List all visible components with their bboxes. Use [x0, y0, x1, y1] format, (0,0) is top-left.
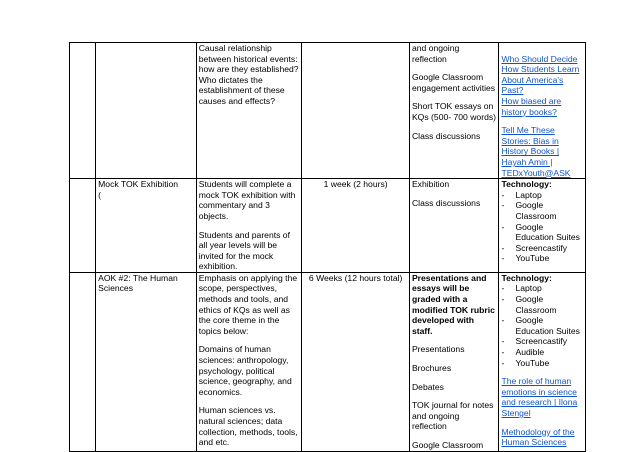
resources-cell	[499, 179, 586, 273]
cell-text: Human sciences vs. natural sciences; data collection, methods, tools, and etc.	[198, 405, 298, 448]
cell-text: Presentations	[411, 344, 465, 355]
unit-cell	[96, 179, 197, 273]
cell-text: Google Classroom	[411, 440, 484, 450]
strategies-cell	[409, 272, 499, 451]
cell-text: Debates	[411, 381, 444, 392]
resource-link[interactable]: Tell Me These Stories: Bias in History Books | Hayah Amin | TEDxYouth@ASK	[501, 125, 571, 178]
cell-text: and ongoing reflection	[411, 43, 460, 64]
list-item: - YouTube	[501, 358, 583, 369]
list-item: - Laptop	[501, 190, 583, 201]
list-item: - Google Classroom	[501, 200, 583, 221]
duration-text: 1 week (2 hours)	[323, 179, 388, 190]
table-row	[70, 272, 586, 451]
cell-text: Google Classroom engagement activities	[411, 72, 496, 93]
duration-cell	[302, 43, 410, 179]
list-item: - Google Education Suites	[501, 315, 583, 336]
strategies-cell	[409, 179, 499, 273]
curriculum-table	[69, 42, 586, 452]
list-item: - Audible	[501, 347, 583, 358]
cell-text: TOK journal for notes and ongoing reflection	[411, 400, 494, 432]
list-item: - Google Classroom	[501, 294, 583, 315]
blank-cell	[70, 272, 96, 451]
unit-title: Mock TOK Exhibition (	[98, 179, 179, 200]
cell-text: Short TOK essays on KQs (500- 700 words)	[411, 101, 497, 122]
list-item: - YouTube	[501, 253, 583, 264]
resource-link[interactable]: How biased are history books?	[501, 95, 562, 117]
blank-cell	[70, 179, 96, 273]
list-item: - Screencastify	[501, 243, 583, 254]
resource-link[interactable]: Who Should Decide How Students Learn About America's Past?	[501, 53, 580, 96]
technology-heading: Technology:	[501, 179, 552, 190]
resource-link[interactable]: The role of human emotions in science and research | Ilona Stengel	[501, 376, 578, 418]
cell-text: Students will complete a mock TOK exhibition with commentary and 3 objects.	[198, 179, 296, 221]
duration-text: 6 Weeks (12 hours total)	[308, 272, 403, 283]
blank-cell	[70, 43, 96, 179]
unit-title: AOK #2: The Human Sciences	[98, 272, 178, 294]
list-item: - Google Education Suites	[501, 222, 583, 243]
strategies-cell	[409, 43, 499, 179]
resources-cell	[499, 43, 586, 179]
cell-text: Class discussions	[411, 130, 481, 141]
cell-text: Class discussions	[411, 197, 481, 208]
technology-list	[501, 283, 583, 368]
duration-cell	[302, 272, 410, 451]
resources-cell	[499, 272, 586, 451]
cell-text: Exhibition	[411, 179, 450, 190]
duration-cell	[302, 179, 410, 273]
unit-cell	[96, 43, 197, 179]
cell-text: Students and parents of all year levels will be invited for the mock exhibition.	[198, 229, 290, 272]
cell-text: Emphasis on applying the scope, perspectives, methods and tools, and ethics of KQs as well as the core theme in the topics below:	[198, 272, 298, 336]
grading-note: Presentations and essays will be graded with a modified TOK rubric developed with staff.	[411, 272, 495, 336]
cell-text: Brochures	[411, 363, 452, 374]
description-cell	[196, 272, 302, 451]
technology-list	[501, 190, 583, 264]
cell-text: Domains of human sciences: anthropology, psychology, political science, geography, and economics.	[198, 344, 292, 397]
description-cell	[196, 179, 302, 273]
table-row	[70, 43, 586, 179]
unit-cell	[96, 272, 197, 451]
list-item: - Screencastify	[501, 336, 583, 347]
resource-link[interactable]: Methodology of the Human Sciences	[501, 426, 575, 448]
technology-heading: Technology:	[501, 272, 552, 283]
cell-text: Causal relationship between historical events: how are they established? Who dictates the establishment of these causes and effects?	[198, 43, 299, 106]
description-cell	[196, 43, 302, 179]
list-item: - Laptop	[501, 283, 583, 294]
table-row	[70, 179, 586, 273]
